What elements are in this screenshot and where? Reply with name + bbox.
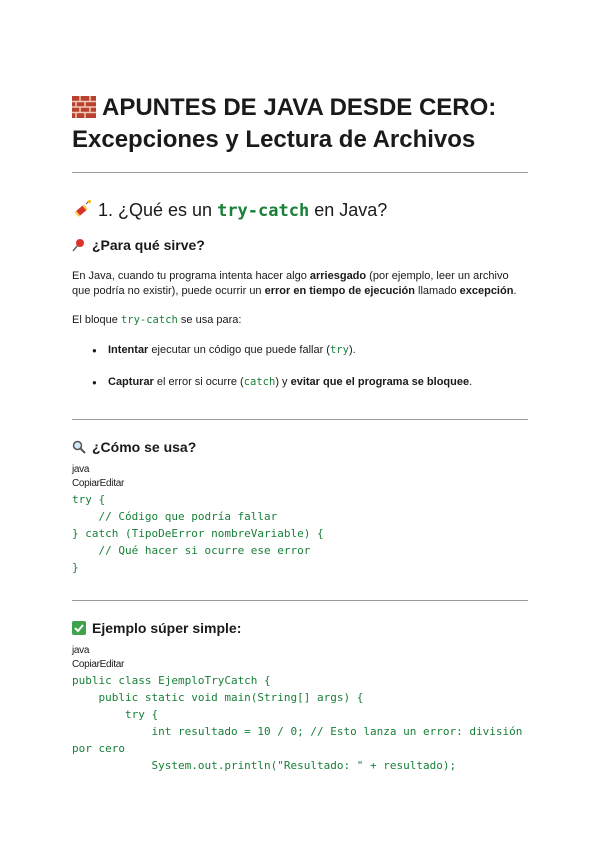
check-mark-icon	[72, 620, 86, 640]
brick-icon	[72, 95, 96, 117]
divider	[72, 172, 528, 173]
page-title	[72, 0, 528, 156]
section-1-heading-suffix: en Java?	[309, 200, 388, 220]
copy-edit-button[interactable]: CopiarEditar	[72, 478, 124, 489]
section-1-heading	[72, 198, 528, 224]
subheading-purpose	[72, 235, 528, 257]
code-block: public class EjemploTryCatch { public static void main(String[] args) { try { int resultado = 10 / 0; // Esto lanza un error: división por cero System.out.println("Resultado: " + resultado);	[72, 674, 523, 772]
firecracker-icon	[72, 200, 92, 224]
subheading-label: ¿Para qué sirve?	[92, 237, 205, 253]
list-item: ● Intentar ejecutar un código que puede fallar (try).	[108, 343, 528, 358]
pushpin-icon	[72, 237, 86, 257]
try-catch-paragraph: El bloque try-catch se usa para:	[72, 314, 242, 326]
magnifier-icon	[72, 439, 86, 459]
purpose-list	[72, 343, 528, 390]
section-3-heading: Ejemplo súper simple:	[72, 618, 528, 640]
intro-paragraph: En Java, cuando tu programa intenta hacer algo arriesgado (por ejemplo, leer un archivo que podría no existir), puede ocurrir un error en tiempo de ejecución llamado excepción.	[72, 270, 517, 297]
list-item: ● Capturar el error si ocurre (catch) y evitar que el programa se bloquee.	[108, 375, 528, 390]
copy-edit-button[interactable]: CopiarEditar	[72, 659, 124, 670]
divider	[72, 600, 528, 601]
code-block: try { // Código que podría fallar } catch (TipoDeError nombreVariable) { // Qué hacer si ocurre ese error }	[72, 493, 324, 574]
section-1-heading-prefix: 1. ¿Qué es un	[98, 200, 218, 220]
code-lang-label: java	[72, 645, 90, 656]
section-2-heading: ¿Cómo se usa?	[72, 437, 528, 459]
code-lang-label: java	[72, 464, 90, 475]
title-line-1: APUNTES DE JAVA DESDE CERO:	[102, 94, 497, 121]
section-1-heading-code: try-catch	[217, 201, 310, 221]
title-line-2: Excepciones y Lectura de Archivos	[72, 126, 476, 153]
divider	[72, 419, 528, 420]
